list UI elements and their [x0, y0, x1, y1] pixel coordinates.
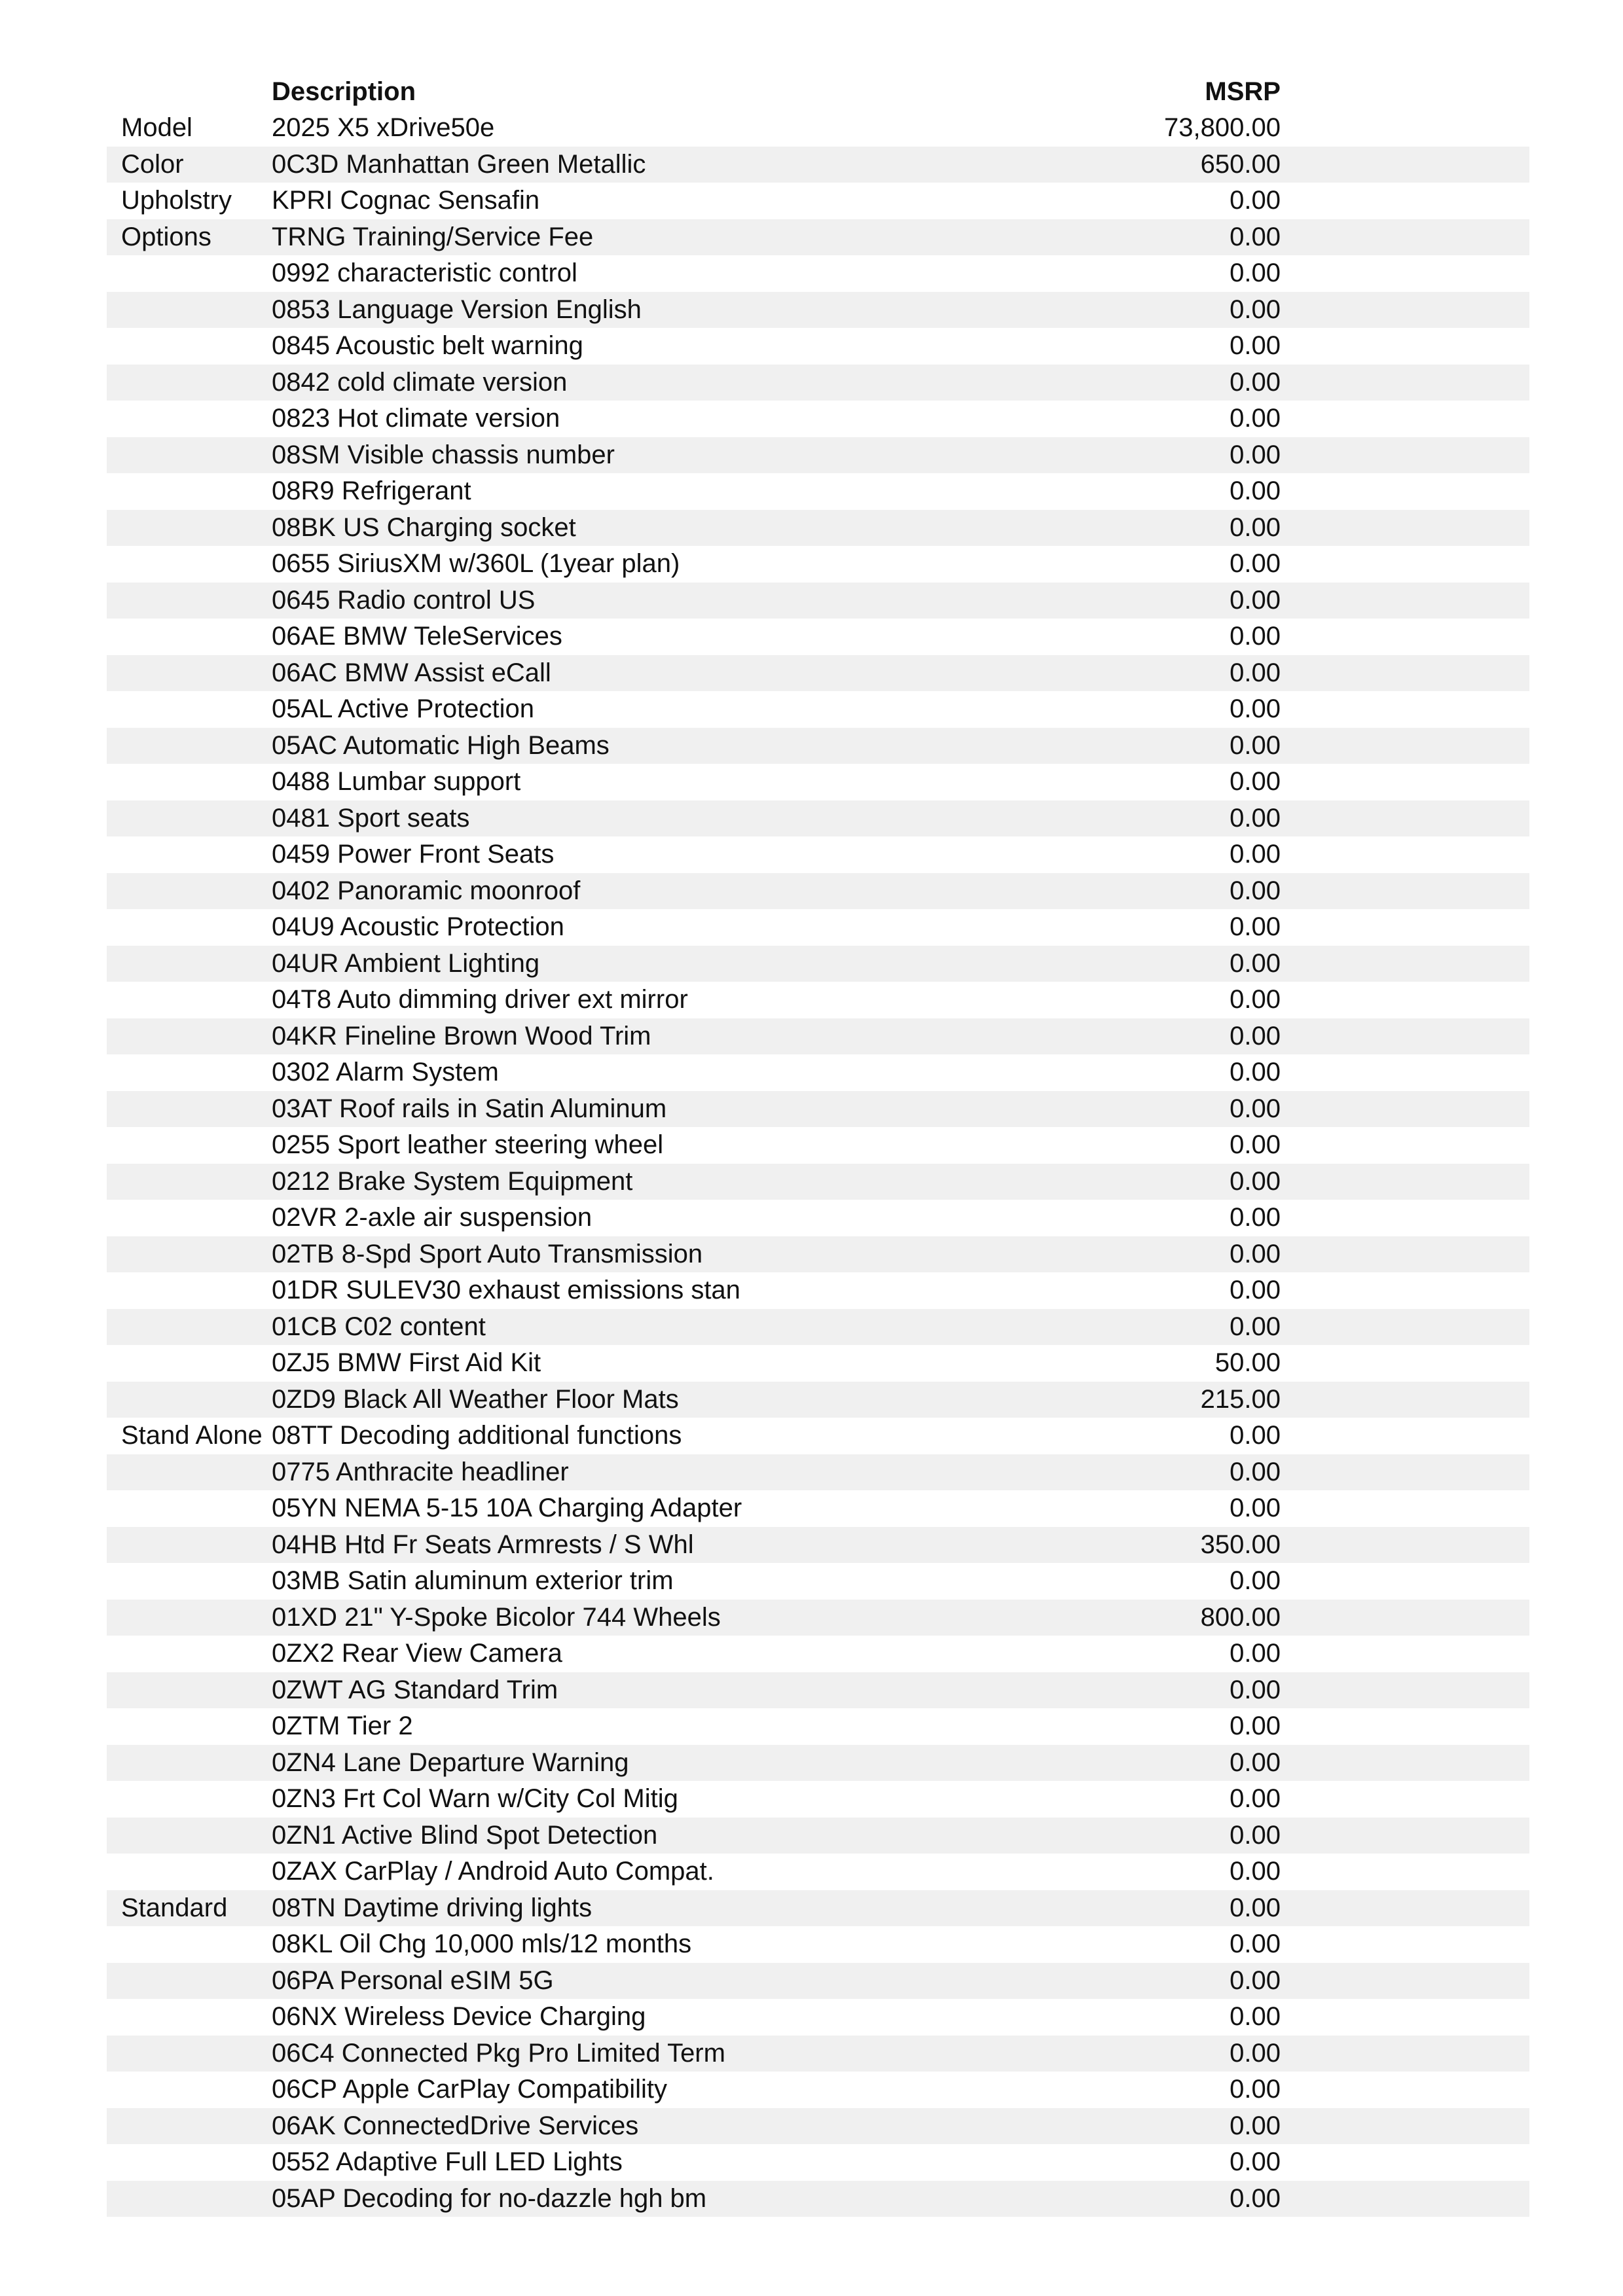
row-description: 0552 Adaptive Full LED Lights: [272, 2147, 623, 2177]
table-row: [107, 1236, 1529, 1273]
row-description: 03AT Roof rails in Satin Aluminum: [272, 1094, 667, 1123]
table-row: [107, 1200, 1529, 1236]
row-description: KPRI Cognac Sensafin: [272, 186, 540, 215]
table-row: [107, 2181, 1529, 2217]
row-msrp: 0.00: [1230, 1675, 1281, 1704]
table-row: [107, 255, 1529, 292]
row-description: 06AK ConnectedDrive Services: [272, 2111, 639, 2140]
row-msrp: 0.00: [1230, 2183, 1281, 2213]
table-row: [107, 909, 1529, 946]
row-description: TRNG Training/Service Fee: [272, 222, 594, 251]
row-msrp: 0.00: [1230, 1094, 1281, 1123]
table-row: [107, 147, 1529, 183]
table-row: [107, 219, 1529, 256]
row-description: 04U9 Acoustic Protection: [272, 912, 564, 942]
table-row: [107, 1563, 1529, 1600]
msrp-header: MSRP: [1205, 77, 1281, 106]
row-description: 06PA Personal eSIM 5G: [272, 1965, 554, 1995]
table-row: [107, 1527, 1529, 1564]
row-category: Color: [121, 149, 184, 179]
row-msrp: 0.00: [1230, 331, 1281, 361]
row-msrp: 0.00: [1230, 549, 1281, 579]
row-msrp: 0.00: [1230, 912, 1281, 942]
table-row: [107, 1890, 1529, 1927]
row-description: 05AP Decoding for no-dazzle hgh bm: [272, 2183, 707, 2213]
row-description: 0ZJ5 BMW First Aid Kit: [272, 1348, 541, 1378]
table-header: [107, 73, 1529, 110]
table-row: [107, 1054, 1529, 1091]
price-sheet: [107, 73, 1529, 2217]
row-description: 02TB 8-Spd Sport Auto Transmission: [272, 1239, 703, 1268]
row-msrp: 0.00: [1230, 404, 1281, 433]
table-row: [107, 764, 1529, 800]
row-msrp: 0.00: [1230, 259, 1281, 288]
row-msrp: 0.00: [1230, 1893, 1281, 1922]
table-row: [107, 2108, 1529, 2145]
row-description: 01XD 21" Y-Spoke Bicolor 744 Wheels: [272, 1602, 721, 1632]
table-row: [107, 982, 1529, 1018]
row-msrp: 0.00: [1230, 2075, 1281, 2104]
row-msrp: 0.00: [1230, 367, 1281, 397]
row-msrp: 0.00: [1230, 1166, 1281, 1196]
row-msrp: 0.00: [1230, 440, 1281, 469]
row-description: 06NX Wireless Device Charging: [272, 2002, 646, 2032]
row-description: 0488 Lumbar support: [272, 767, 521, 797]
row-description: 06AC BMW Assist eCall: [272, 658, 551, 687]
row-description: 01DR SULEV30 exhaust emissions stan: [272, 1276, 740, 1305]
row-msrp: 0.00: [1230, 876, 1281, 905]
row-msrp: 50.00: [1214, 1348, 1281, 1378]
table-row: [107, 1745, 1529, 1782]
row-category: Standard: [121, 1893, 228, 1922]
table-row: [107, 800, 1529, 837]
table-row: [107, 1490, 1529, 1527]
row-msrp: 0.00: [1230, 1130, 1281, 1160]
row-description: 0655 SiriusXM w/360L (1year plan): [272, 549, 680, 579]
row-msrp: 800.00: [1200, 1602, 1281, 1632]
row-category: Stand Alone: [121, 1421, 263, 1450]
row-description: 04UR Ambient Lighting: [272, 948, 540, 978]
table-row: [107, 655, 1529, 692]
table-row: [107, 546, 1529, 583]
table-row: [107, 401, 1529, 437]
table-row: [107, 1309, 1529, 1346]
row-description: 01CB C02 content: [272, 1312, 486, 1341]
table-row: [107, 110, 1529, 147]
table-row: [107, 1636, 1529, 1672]
row-description: 06C4 Connected Pkg Pro Limited Term: [272, 2038, 725, 2068]
table-row: [107, 619, 1529, 655]
table-row: [107, 1999, 1529, 2036]
row-description: 0302 Alarm System: [272, 1058, 499, 1087]
row-description: 0992 characteristic control: [272, 259, 577, 288]
table-row: [107, 1091, 1529, 1128]
row-msrp: 0.00: [1230, 1312, 1281, 1341]
row-msrp: 0.00: [1230, 1021, 1281, 1050]
row-description: 05YN NEMA 5-15 10A Charging Adapter: [272, 1494, 742, 1523]
table-row: [107, 183, 1529, 219]
row-msrp: 0.00: [1230, 1494, 1281, 1523]
row-msrp: 0.00: [1230, 476, 1281, 506]
table-row: [107, 1345, 1529, 1382]
row-description: 08TN Daytime driving lights: [272, 1893, 593, 1922]
table-row: [107, 728, 1529, 764]
row-description: 08SM Visible chassis number: [272, 440, 615, 469]
table-row: [107, 583, 1529, 619]
row-description: 0C3D Manhattan Green Metallic: [272, 149, 646, 179]
table-body: [107, 110, 1529, 2217]
table-row: [107, 1818, 1529, 1854]
row-msrp: 0.00: [1230, 2147, 1281, 2177]
table-row: [107, 365, 1529, 401]
table-row: [107, 1018, 1529, 1055]
table-row: [107, 437, 1529, 474]
table-row: [107, 1382, 1529, 1418]
row-msrp: 0.00: [1230, 1748, 1281, 1777]
row-msrp: 0.00: [1230, 985, 1281, 1014]
row-msrp: 0.00: [1230, 2111, 1281, 2140]
row-description: 0645 Radio control US: [272, 585, 536, 615]
row-description: 02VR 2-axle air suspension: [272, 1203, 593, 1232]
row-msrp: 0.00: [1230, 767, 1281, 797]
row-description: 05AC Automatic High Beams: [272, 730, 610, 760]
row-msrp: 0.00: [1230, 1820, 1281, 1850]
row-msrp: 0.00: [1230, 622, 1281, 651]
table-row: [107, 1418, 1529, 1454]
row-msrp: 0.00: [1230, 2002, 1281, 2032]
row-description: 2025 X5 xDrive50e: [272, 113, 495, 143]
row-description: 0ZWT AG Standard Trim: [272, 1675, 558, 1704]
row-msrp: 0.00: [1230, 2038, 1281, 2068]
row-category: Options: [121, 222, 211, 251]
row-msrp: 0.00: [1230, 1457, 1281, 1486]
row-description: 0ZN4 Lane Departure Warning: [272, 1748, 629, 1777]
description-header: Description: [272, 77, 416, 106]
row-msrp: 0.00: [1230, 730, 1281, 760]
row-msrp: 0.00: [1230, 1421, 1281, 1450]
table-row: [107, 2072, 1529, 2108]
row-description: 0ZN3 Frt Col Warn w/City Col Mitig: [272, 1784, 678, 1814]
row-msrp: 0.00: [1230, 512, 1281, 542]
table-row: [107, 510, 1529, 547]
table-row: [107, 1672, 1529, 1709]
table-row: [107, 873, 1529, 910]
table-row: [107, 946, 1529, 982]
table-row: [107, 2144, 1529, 2181]
table-row: [107, 473, 1529, 510]
row-msrp: 350.00: [1200, 1530, 1281, 1559]
row-description: 04KR Fineline Brown Wood Trim: [272, 1021, 651, 1050]
row-category: Upholstry: [121, 186, 232, 215]
table-row: [107, 1127, 1529, 1164]
row-description: 0481 Sport seats: [272, 803, 470, 833]
table-row: [107, 1963, 1529, 2000]
row-msrp: 0.00: [1230, 1929, 1281, 1959]
row-description: 0775 Anthracite headliner: [272, 1457, 569, 1486]
row-description: 0255 Sport leather steering wheel: [272, 1130, 664, 1160]
row-description: 08BK US Charging socket: [272, 512, 576, 542]
row-description: 0842 cold climate version: [272, 367, 568, 397]
table-row: [107, 1854, 1529, 1890]
row-msrp: 0.00: [1230, 1857, 1281, 1886]
row-description: 0459 Power Front Seats: [272, 840, 555, 869]
table-row: [107, 1708, 1529, 1745]
row-msrp: 0.00: [1230, 1058, 1281, 1087]
table-row: [107, 1272, 1529, 1309]
row-description: 0853 Language Version English: [272, 295, 642, 324]
table-row: [107, 691, 1529, 728]
row-category: Model: [121, 113, 192, 143]
row-description: 0ZTM Tier 2: [272, 1712, 413, 1741]
row-msrp: 0.00: [1230, 295, 1281, 324]
table-row: [107, 1926, 1529, 1963]
row-description: 04HB Htd Fr Seats Armrests / S Whl: [272, 1530, 694, 1559]
row-description: 0402 Panoramic moonroof: [272, 876, 581, 905]
row-msrp: 0.00: [1230, 186, 1281, 215]
row-description: 0ZAX CarPlay / Android Auto Compat.: [272, 1857, 714, 1886]
row-msrp: 0.00: [1230, 948, 1281, 978]
row-msrp: 0.00: [1230, 658, 1281, 687]
row-description: 0823 Hot climate version: [272, 404, 560, 433]
row-msrp: 0.00: [1230, 694, 1281, 724]
table-row: [107, 292, 1529, 329]
row-description: 0ZX2 Rear View Camera: [272, 1639, 562, 1668]
row-msrp: 0.00: [1230, 1203, 1281, 1232]
row-msrp: 0.00: [1230, 1639, 1281, 1668]
row-msrp: 0.00: [1230, 1712, 1281, 1741]
row-msrp: 0.00: [1230, 1965, 1281, 1995]
row-description: 0212 Brake System Equipment: [272, 1166, 633, 1196]
row-msrp: 0.00: [1230, 1276, 1281, 1305]
table-row: [107, 1600, 1529, 1636]
row-msrp: 0.00: [1230, 1566, 1281, 1596]
table-row: [107, 1781, 1529, 1818]
row-msrp: 0.00: [1230, 585, 1281, 615]
row-msrp: 650.00: [1200, 149, 1281, 179]
row-msrp: 73,800.00: [1164, 113, 1281, 143]
row-description: 0ZN1 Active Blind Spot Detection: [272, 1820, 658, 1850]
row-msrp: 0.00: [1230, 1239, 1281, 1268]
row-description: 06AE BMW TeleServices: [272, 622, 562, 651]
row-description: 0ZD9 Black All Weather Floor Mats: [272, 1384, 679, 1414]
row-description: 0845 Acoustic belt warning: [272, 331, 583, 361]
table-row: [107, 1164, 1529, 1200]
row-description: 03MB Satin aluminum exterior trim: [272, 1566, 674, 1596]
row-msrp: 0.00: [1230, 222, 1281, 251]
table-row: [107, 836, 1529, 873]
row-msrp: 215.00: [1200, 1384, 1281, 1414]
row-description: 08TT Decoding additional functions: [272, 1421, 682, 1450]
table-row: [107, 1454, 1529, 1491]
row-description: 04T8 Auto dimming driver ext mirror: [272, 985, 688, 1014]
row-msrp: 0.00: [1230, 803, 1281, 833]
row-description: 08R9 Refrigerant: [272, 476, 471, 506]
row-msrp: 0.00: [1230, 840, 1281, 869]
row-description: 06CP Apple CarPlay Compatibility: [272, 2075, 668, 2104]
row-description: 08KL Oil Chg 10,000 mls/12 months: [272, 1929, 692, 1959]
row-description: 05AL Active Protection: [272, 694, 534, 724]
table-row: [107, 2036, 1529, 2072]
row-msrp: 0.00: [1230, 1784, 1281, 1814]
table-row: [107, 328, 1529, 365]
